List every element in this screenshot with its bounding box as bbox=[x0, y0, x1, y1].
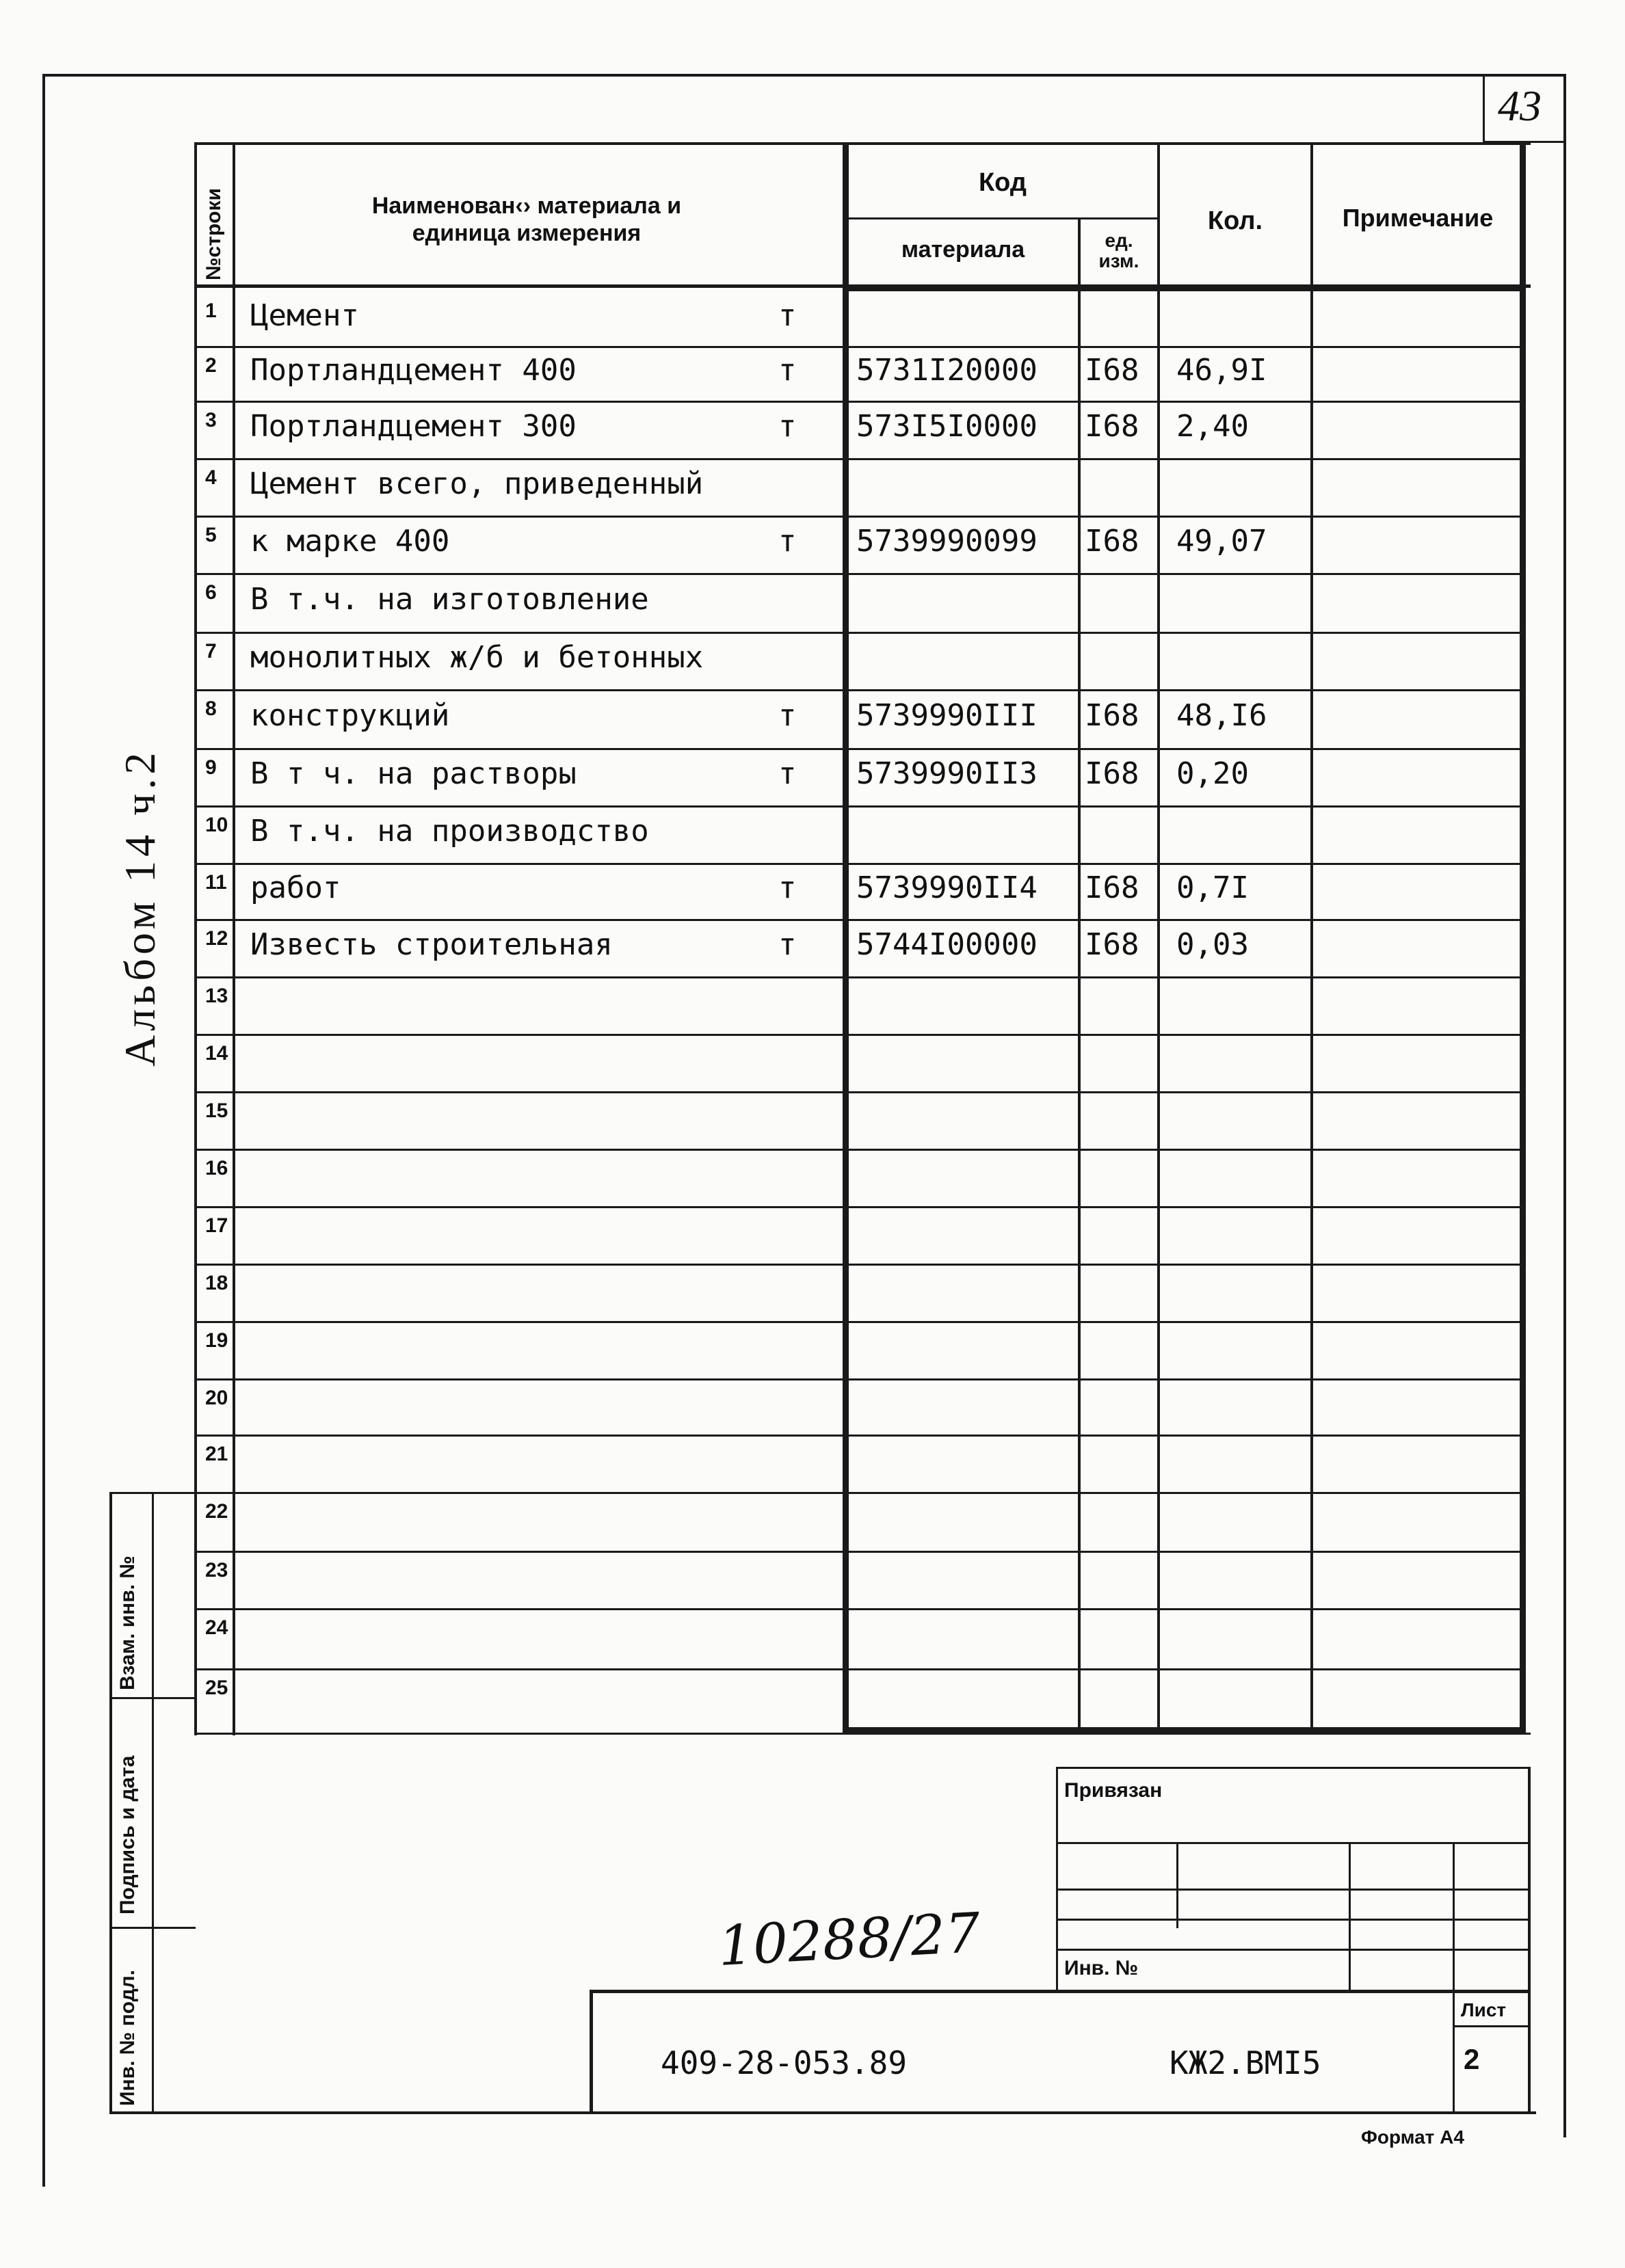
unit: т bbox=[778, 870, 797, 905]
row-divider bbox=[194, 1551, 1524, 1553]
row-divider bbox=[194, 1378, 1524, 1380]
format-label: Формат А4 bbox=[1361, 2126, 1464, 2148]
tb-sheet-label: Лист bbox=[1461, 1999, 1507, 2020]
material-code: 5739990II4 bbox=[856, 870, 1038, 905]
data-box-top bbox=[843, 286, 1525, 291]
tb-inv-no: Инв. № bbox=[1064, 1957, 1139, 1979]
tb-doc-code: 409-28-053.89 bbox=[661, 2044, 908, 2081]
row-divider bbox=[194, 689, 1524, 691]
unit: т bbox=[778, 409, 797, 444]
material-name: В т.ч. на изготовление bbox=[250, 582, 649, 617]
material-name: монолитных ж/б и бетонных bbox=[250, 640, 704, 675]
material-name: конструкций bbox=[250, 698, 450, 733]
row-number: 12 bbox=[205, 927, 228, 950]
unit: т bbox=[778, 524, 797, 559]
row-number: 24 bbox=[205, 1616, 228, 1639]
row-number: 1 bbox=[205, 299, 217, 322]
tb-doc-mark: КЖ2.ВМI5 bbox=[1170, 2044, 1321, 2081]
row-divider bbox=[194, 516, 1524, 518]
stamp-div1 bbox=[109, 1697, 196, 1699]
tb-sheet-no: 2 bbox=[1464, 2043, 1480, 2075]
material-name: Портландцемент 400 bbox=[250, 353, 577, 388]
header-unit-line2: изм. bbox=[1098, 250, 1139, 271]
row-number: 22 bbox=[205, 1500, 228, 1523]
table-top bbox=[194, 142, 1531, 145]
header-code-material: материала bbox=[901, 237, 1025, 263]
tb-privyazan-top bbox=[1056, 1767, 1531, 1769]
row-divider bbox=[194, 1435, 1524, 1437]
material-code: 5731I20000 bbox=[856, 353, 1038, 388]
col-code-unit bbox=[1078, 217, 1081, 1731]
unit-code: I68 bbox=[1085, 927, 1139, 962]
frame-left bbox=[42, 74, 45, 2187]
row-number: 7 bbox=[205, 640, 217, 663]
data-box-left bbox=[843, 142, 849, 1733]
tb-col3 bbox=[1453, 1842, 1455, 2111]
table-left bbox=[194, 142, 197, 1735]
row-divider bbox=[194, 748, 1524, 750]
unit: т bbox=[778, 756, 797, 791]
tb-privyazan-left bbox=[1056, 1767, 1058, 1992]
unit-code: I68 bbox=[1085, 524, 1139, 559]
material-name: работ bbox=[250, 870, 341, 905]
header-note: Примечание bbox=[1342, 204, 1494, 232]
stamp-mid bbox=[152, 1492, 154, 2114]
material-code: 5739990II3 bbox=[856, 756, 1038, 791]
header-unit-line1: ед. bbox=[1105, 230, 1133, 251]
quantity: 46,9I bbox=[1176, 353, 1267, 388]
row-divider bbox=[194, 1668, 1524, 1670]
row-divider bbox=[194, 1264, 1524, 1266]
tb-row4 bbox=[1056, 1949, 1531, 1951]
row-number: 11 bbox=[205, 871, 227, 894]
unit-code: I68 bbox=[1085, 409, 1139, 444]
quantity: 0,20 bbox=[1176, 756, 1249, 791]
header-row-no: №строки bbox=[202, 188, 225, 280]
row-divider bbox=[194, 805, 1524, 808]
album-label: Альбом 14 ч.2 bbox=[116, 748, 164, 1067]
unit-code: I68 bbox=[1085, 870, 1139, 905]
row-number: 4 bbox=[205, 466, 217, 489]
handwritten-number: 10288/27 bbox=[716, 1901, 982, 1978]
tb-col2 bbox=[1349, 1842, 1351, 1992]
material-code: 5744I00000 bbox=[856, 927, 1038, 962]
tb-col-right bbox=[1528, 1767, 1531, 2111]
row-number: 3 bbox=[205, 409, 217, 431]
material-name: Портландцемент 300 bbox=[250, 409, 577, 444]
row-divider bbox=[194, 919, 1524, 921]
tb-main-left bbox=[590, 1990, 593, 2113]
row-divider bbox=[194, 1321, 1524, 1323]
material-name: Цемент bbox=[250, 298, 359, 333]
stamp-vzam: Взам. инв. № bbox=[116, 1556, 139, 1690]
row-divider bbox=[194, 632, 1524, 634]
row-number: 20 bbox=[205, 1387, 228, 1409]
tb-sheet-div bbox=[1453, 2025, 1531, 2027]
row-divider bbox=[194, 1034, 1524, 1036]
row-number: 15 bbox=[205, 1099, 228, 1122]
row-number: 16 bbox=[205, 1157, 228, 1179]
row-number: 2 bbox=[205, 354, 217, 377]
tb-row3 bbox=[1056, 1919, 1531, 1921]
quantity: 49,07 bbox=[1176, 524, 1267, 559]
row-divider bbox=[194, 863, 1524, 865]
tb-col1 bbox=[1176, 1842, 1178, 1928]
material-code: 573I5I0000 bbox=[856, 409, 1038, 444]
row-number: 25 bbox=[205, 1677, 228, 1699]
frame-top bbox=[42, 74, 1566, 77]
row-divider bbox=[194, 1608, 1524, 1610]
quantity: 2,40 bbox=[1176, 409, 1249, 444]
material-name: В т ч. на растворы bbox=[250, 756, 577, 791]
material-code: 5739990III bbox=[856, 698, 1038, 733]
header-name-line1: Наименован‹› материала и bbox=[371, 193, 682, 219]
frame-right bbox=[1563, 74, 1566, 2137]
material-name: В т.ч. на производство bbox=[250, 814, 649, 849]
row-number: 14 bbox=[205, 1042, 228, 1065]
tb-row1 bbox=[1056, 1842, 1531, 1844]
stamp-top bbox=[109, 1492, 196, 1494]
stamp-left bbox=[109, 1492, 112, 2114]
unit: т bbox=[778, 353, 797, 388]
quantity: 0,03 bbox=[1176, 927, 1249, 962]
row-number: 5 bbox=[205, 524, 217, 546]
code-sub-divider bbox=[845, 217, 1157, 219]
row-number: 6 bbox=[205, 581, 217, 604]
col-rowno-right bbox=[233, 142, 235, 1735]
quantity: 0,7I bbox=[1176, 870, 1249, 905]
row-number: 13 bbox=[205, 985, 228, 1007]
unit: т bbox=[778, 298, 797, 333]
page-number-box-left bbox=[1483, 74, 1485, 142]
row-number: 9 bbox=[205, 756, 217, 779]
header-qty: Кол. bbox=[1207, 206, 1263, 235]
unit-code: I68 bbox=[1085, 353, 1139, 388]
row-divider bbox=[194, 1206, 1524, 1208]
material-name: к марке 400 bbox=[250, 524, 450, 559]
stamp-inv-podl: Инв. № подл. bbox=[116, 1969, 139, 2106]
data-box-right bbox=[1520, 142, 1526, 1733]
row-divider bbox=[194, 346, 1524, 348]
row-divider bbox=[194, 1091, 1524, 1093]
row-divider bbox=[194, 1149, 1524, 1151]
row-number: 18 bbox=[205, 1272, 228, 1294]
tb-row2 bbox=[1056, 1889, 1531, 1891]
unit-code: I68 bbox=[1085, 698, 1139, 733]
row-number: 21 bbox=[205, 1443, 228, 1465]
quantity: 48,I6 bbox=[1176, 698, 1267, 733]
tb-main-top bbox=[590, 1990, 1531, 1993]
stamp-podpis: Подпись и дата bbox=[116, 1755, 139, 1915]
header-name-line2: единица измерения bbox=[412, 220, 642, 246]
row-number: 10 bbox=[205, 814, 228, 836]
row-divider bbox=[194, 401, 1524, 403]
unit: т bbox=[778, 698, 797, 733]
row-number: 17 bbox=[205, 1214, 228, 1237]
row-number: 23 bbox=[205, 1559, 228, 1582]
frame-bottom bbox=[109, 2111, 1536, 2114]
material-name: Известь строительная bbox=[250, 927, 613, 962]
row-divider bbox=[194, 976, 1524, 978]
row-divider bbox=[194, 458, 1524, 460]
page-number: 43 bbox=[1498, 81, 1542, 130]
stamp-div2 bbox=[109, 1927, 196, 1929]
row-number: 8 bbox=[205, 697, 217, 720]
row-number: 19 bbox=[205, 1329, 228, 1352]
material-name: Цемент всего, приведенный bbox=[250, 466, 704, 501]
tb-privyazan: Привязан bbox=[1064, 1779, 1163, 1802]
name-area-bottom bbox=[194, 1733, 1531, 1735]
unit: т bbox=[778, 927, 797, 962]
unit-code: I68 bbox=[1085, 756, 1139, 791]
material-code: 5739990099 bbox=[856, 524, 1038, 559]
row-divider bbox=[194, 573, 1524, 575]
header-code: Код bbox=[978, 168, 1027, 197]
row-divider bbox=[194, 1492, 1524, 1494]
